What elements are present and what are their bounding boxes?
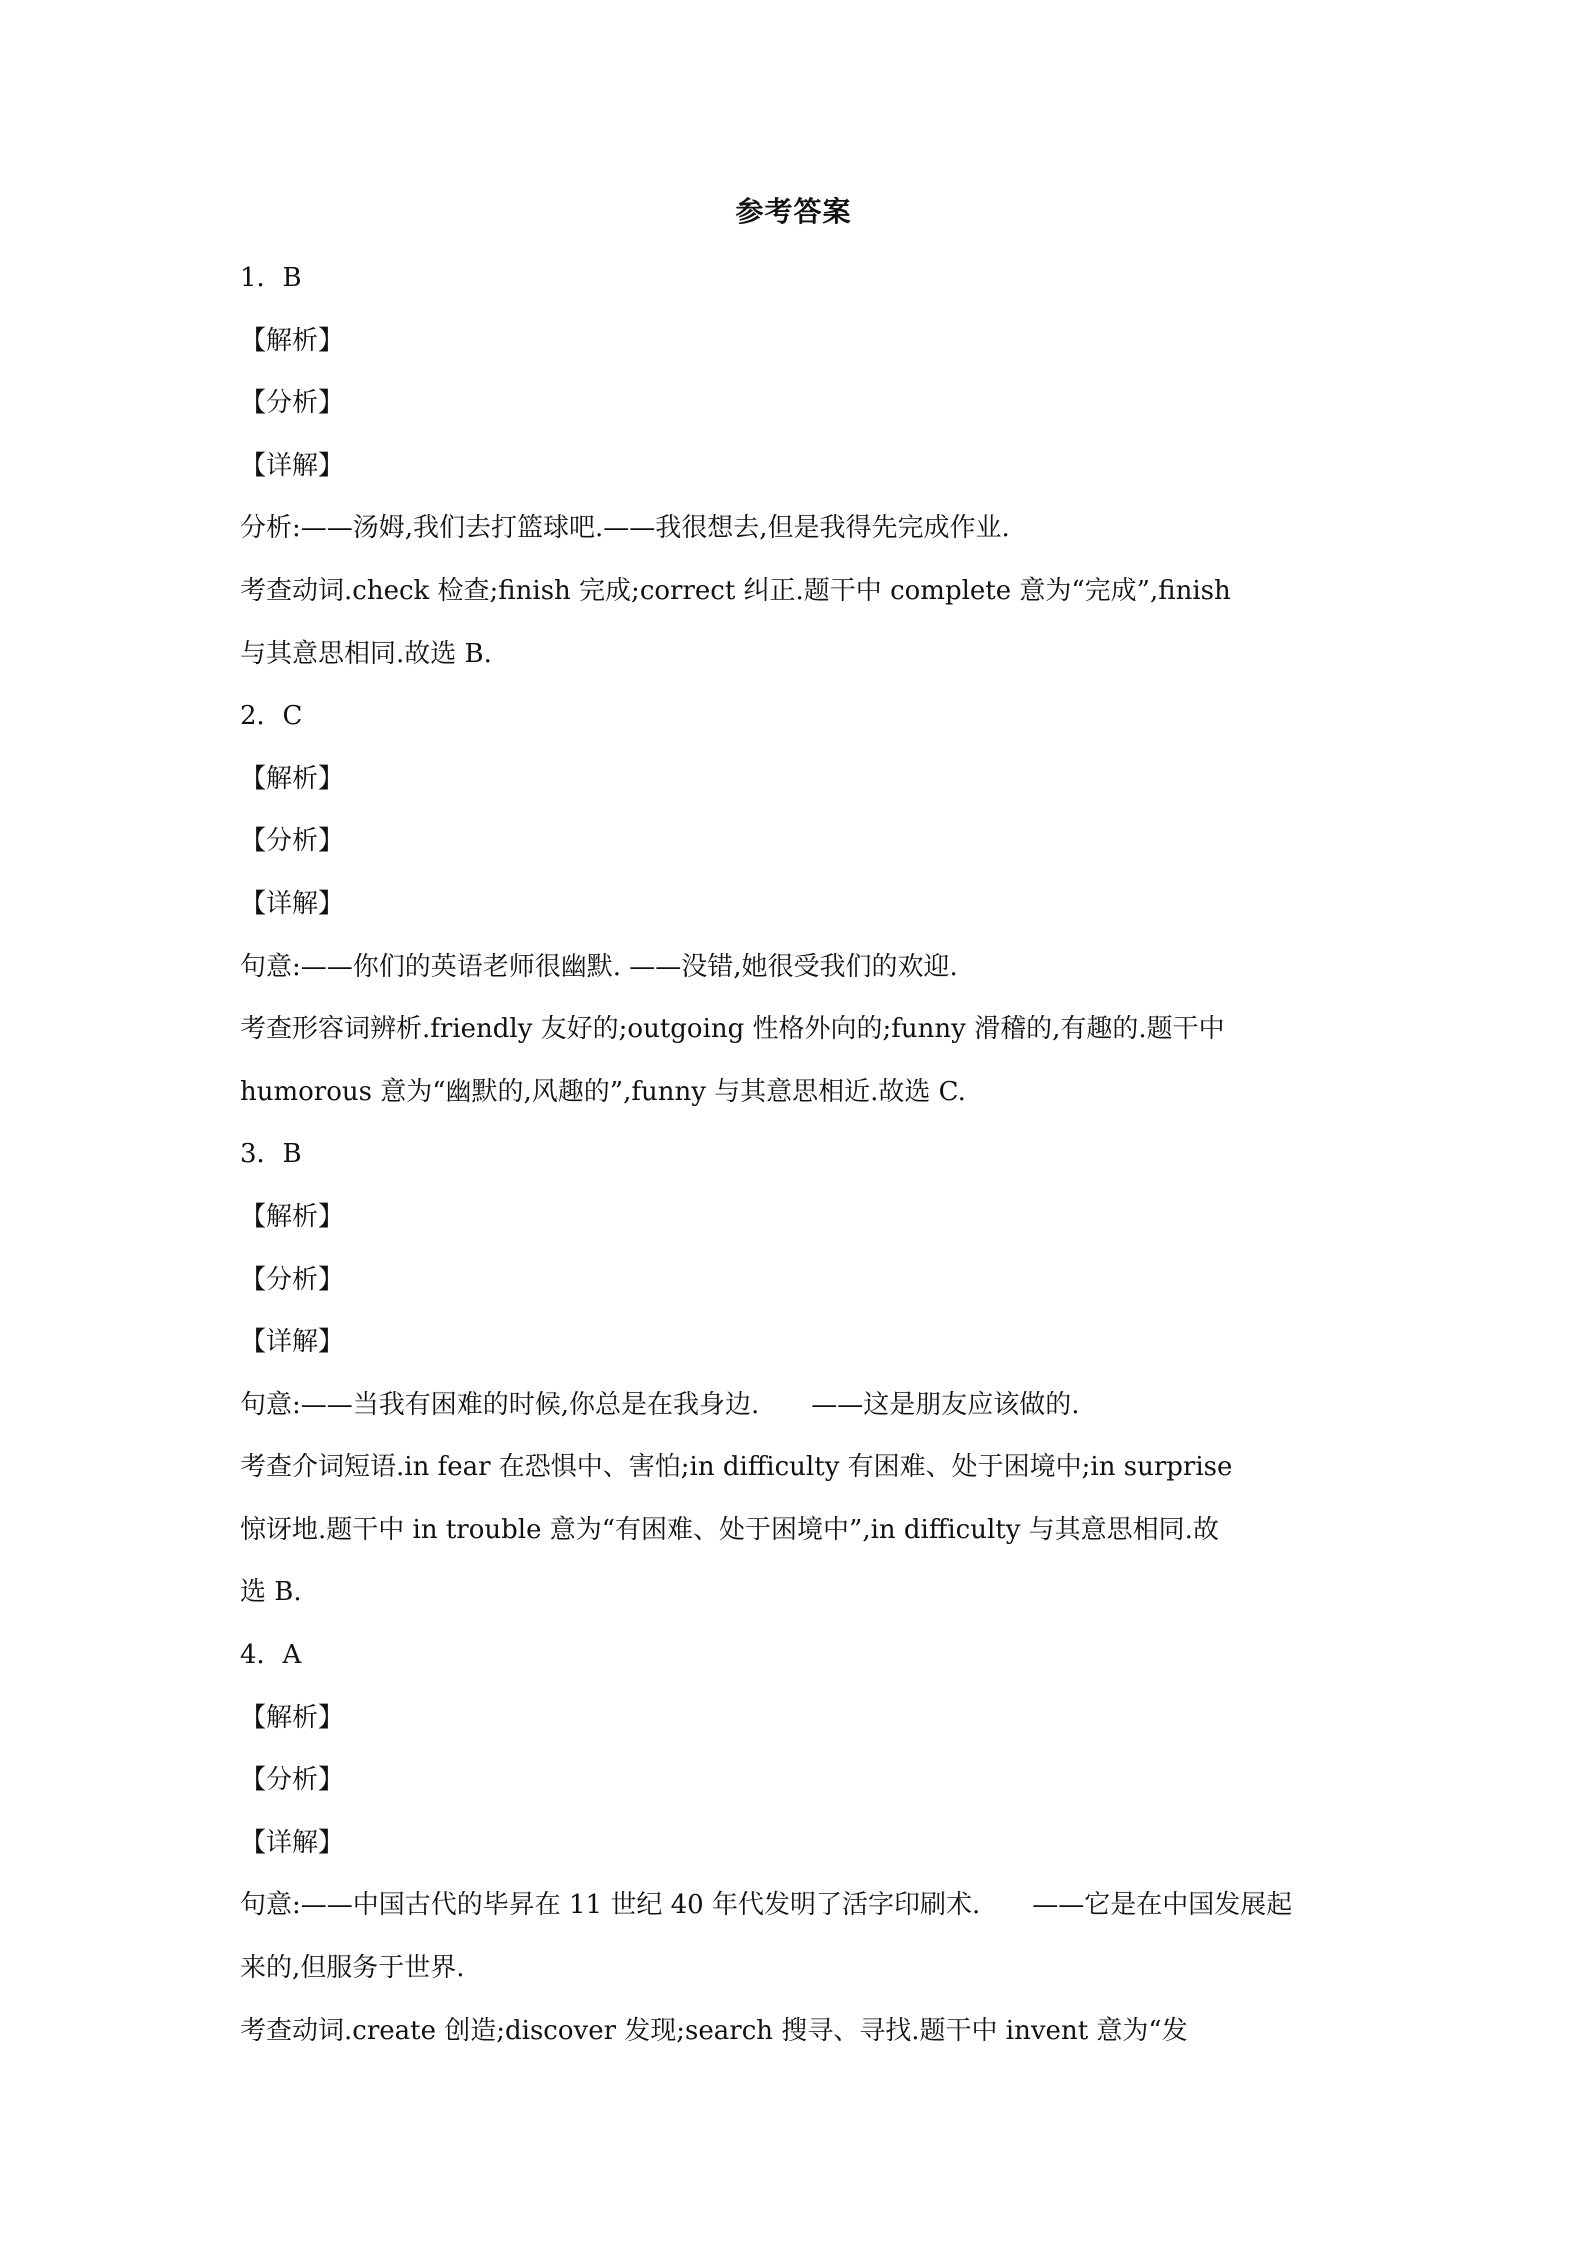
explanation-text: 考查动词.check 检查;finish 完成;correct 纠正.题干中 complete 意为“完成”,finish (240, 575, 1231, 606)
section-label-breakdown: 【分析】 (240, 388, 345, 419)
page-title: 参考答案 (735, 195, 852, 228)
explanation-text: 考查形容词辨析.friendly 友好的;outgoing 性格外向的;funny 滑稽的,有趣的.题干中 (240, 1014, 1225, 1045)
explanation-text: humorous 意为“幽默的,风趣的”,funny 与其意思相近.故选 C. (240, 1076, 966, 1107)
explanation-text: 考查动词.create 创造;discover 发现;search 搜寻、寻找.题干中 invent 意为“发 (240, 2015, 1188, 2046)
explanation-text: 与其意思相同.故选 B. (240, 638, 492, 669)
section-label-breakdown: 【分析】 (240, 1765, 345, 1796)
section-label-analysis: 【解析】 (240, 1702, 345, 1733)
section-label-analysis: 【解析】 (240, 325, 345, 356)
section-label-detail: 【详解】 (240, 1827, 345, 1858)
explanation-text: 句意:——你们的英语老师很幽默. ——没错,她很受我们的欢迎. (240, 951, 958, 982)
section-label-analysis: 【解析】 (240, 763, 345, 794)
question-number: 4．A (240, 1640, 302, 1671)
question-number: 1．B (240, 263, 302, 293)
explanation-text: 句意:——当我有困难的时候,你总是在我身边. ——这是朋友应该做的. (240, 1389, 1080, 1420)
explanation-text: 惊讶地.题干中 in trouble 意为“有困难、处于困境中”,in difficulty 与其意思相同.故 (240, 1514, 1219, 1545)
section-label-detail: 【详解】 (240, 888, 345, 919)
explanation-text: 选 B. (240, 1577, 302, 1608)
section-label-detail: 【详解】 (240, 450, 345, 481)
section-label-analysis: 【解析】 (240, 1201, 345, 1232)
question-number: 2．C (240, 701, 303, 732)
explanation-text: 考查介词短语.in fear 在恐惧中、害怕;in difficulty 有困难、处于困境中;in surprise (240, 1452, 1233, 1483)
explanation-text: 分析:——汤姆,我们去打篮球吧.——我很想去,但是我得先完成作业. (240, 513, 1010, 544)
section-label-detail: 【详解】 (240, 1327, 345, 1358)
question-number: 3．B (240, 1139, 302, 1170)
section-label-breakdown: 【分析】 (240, 826, 345, 857)
section-label-breakdown: 【分析】 (240, 1264, 345, 1295)
explanation-text: 句意:——中国古代的毕昇在 11 世纪 40 年代发明了活字印刷术. ——它是在中国发展起 (240, 1890, 1293, 1921)
answer-content (240, 247, 1355, 2062)
explanation-text: 来的,但服务于世界. (240, 1953, 465, 1984)
